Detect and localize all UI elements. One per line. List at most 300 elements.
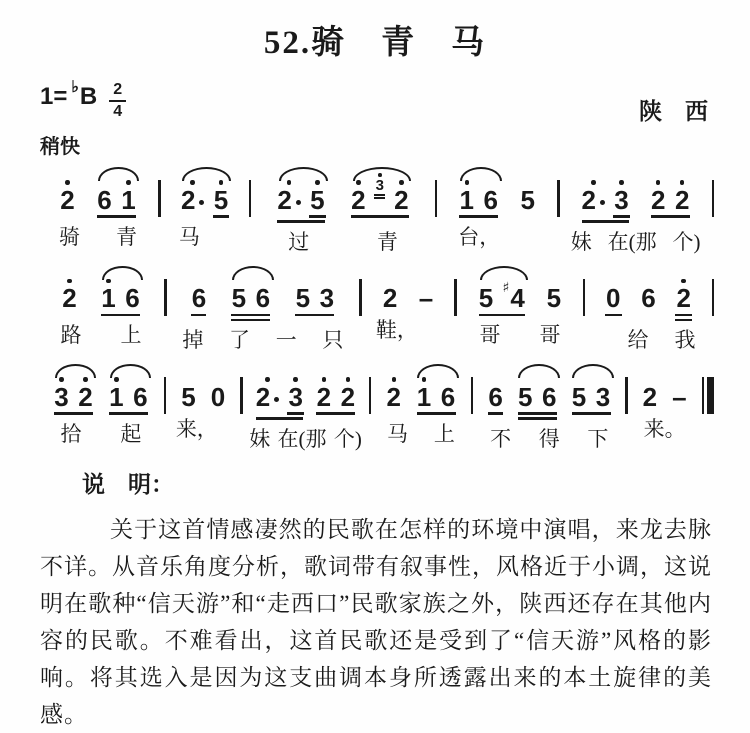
note: [121, 180, 136, 213]
note: [97, 180, 112, 213]
beam-line: [417, 412, 456, 415]
slur-arc: [102, 266, 144, 280]
note-underline: [675, 314, 692, 317]
note-body: [581, 184, 605, 215]
lyric-syllable: 哥: [479, 323, 501, 348]
lyric-syllable: 上: [433, 421, 455, 446]
lyric-syllable: 青: [376, 229, 398, 254]
note-number: 3: [375, 176, 384, 194]
slur-arc: [460, 167, 502, 181]
note-group: [106, 362, 151, 415]
lyric-syllable: 马: [386, 421, 408, 446]
note-number: 2: [60, 184, 75, 215]
note-number: 6: [255, 283, 271, 314]
notes-row: [460, 264, 580, 317]
lyric-syllable: 只: [322, 328, 344, 353]
note: [518, 377, 533, 410]
notes-row: [41, 362, 161, 415]
measure: [585, 264, 711, 354]
sharp-icon: ♯: [502, 280, 510, 297]
notes-row: [365, 264, 452, 312]
slur-arc: [98, 167, 140, 181]
beam-line: [109, 412, 148, 415]
beam-line: [518, 412, 557, 415]
note-number: 2: [394, 184, 409, 215]
lyric-syllable: 给: [627, 328, 649, 353]
note-body: [418, 283, 434, 314]
augmentation-dot: [296, 200, 301, 205]
note-number: 6: [125, 283, 140, 314]
note-number: 2: [340, 381, 356, 412]
beam-line: [231, 319, 270, 322]
measure: [628, 362, 702, 442]
note-number: 1: [101, 283, 116, 314]
lyrics-row: [440, 225, 554, 250]
note-group: [414, 362, 459, 415]
note-body: [614, 184, 629, 215]
notes-row: [563, 165, 709, 223]
beam-line: [256, 417, 303, 420]
note-body: [210, 381, 226, 412]
octave-dot-slot: [526, 180, 531, 185]
augmentation-dot: [199, 200, 204, 205]
lyric-syllable: 路: [60, 323, 82, 348]
notes-row: [41, 165, 155, 218]
note-body: [483, 184, 498, 215]
beam-line: [351, 215, 409, 218]
note-number: 2: [255, 381, 271, 412]
lyric-syllable: 起: [120, 421, 142, 446]
measure: [371, 362, 471, 447]
note-body: [277, 184, 300, 215]
final-barline: [702, 377, 715, 414]
lyric-syllable: 鞋，: [375, 318, 418, 343]
note: [417, 377, 432, 410]
note: [319, 279, 334, 312]
note-body: [319, 283, 335, 314]
note-number: 2: [316, 381, 332, 412]
note-group: [59, 264, 80, 312]
barline: [712, 279, 715, 316]
lyric-syllable: 个): [333, 426, 362, 451]
group-notes: [479, 279, 525, 312]
score-line: [38, 165, 714, 255]
note-underline: [309, 215, 326, 218]
note: [596, 377, 611, 410]
note: [441, 377, 456, 410]
note-body: [546, 283, 562, 314]
note-underline: [675, 319, 692, 322]
notes-row: [631, 362, 699, 410]
measure: [362, 264, 455, 344]
note-body: [459, 184, 474, 215]
group-notes: [459, 180, 498, 213]
final-bar-thick: [707, 377, 714, 414]
note-number: 6: [641, 283, 656, 314]
note: [340, 377, 355, 410]
group-notes: [419, 279, 434, 312]
note-number: 2: [180, 184, 196, 215]
note-group: [515, 362, 560, 420]
note-group: [383, 362, 404, 410]
group-notes: [62, 279, 77, 312]
group-notes: [351, 176, 409, 215]
notes-row: [246, 362, 366, 420]
note: [316, 377, 331, 410]
note: [62, 279, 77, 312]
beam-line: [97, 215, 136, 218]
beam-line: [488, 412, 503, 415]
notes-row: [588, 264, 708, 322]
note: [181, 180, 204, 213]
lyric-syllable: 得: [538, 426, 560, 451]
note-body: [54, 381, 69, 412]
key-letter: B: [79, 83, 98, 110]
note-body: [386, 381, 401, 412]
note-body: [641, 283, 656, 314]
notes-row: [169, 362, 237, 410]
note: [572, 377, 587, 410]
group-notes: [277, 180, 324, 218]
note-number: 5: [518, 381, 533, 412]
note: [582, 180, 605, 213]
group-notes: [582, 180, 629, 218]
note-body: [642, 381, 658, 412]
beam-line: [101, 314, 140, 317]
note-number: 5: [213, 184, 229, 215]
octave-dot: [591, 180, 596, 185]
lyric-syllable: 掉: [182, 328, 204, 353]
note-body: [605, 283, 621, 314]
measure: [457, 264, 583, 349]
score-line: [38, 264, 714, 354]
lyrics-row: [460, 323, 580, 348]
note-group: [648, 165, 693, 218]
note-group: [639, 362, 660, 410]
note: [479, 279, 494, 312]
note-body: [97, 184, 112, 215]
lyrics-row: [41, 323, 161, 348]
note-body: [518, 381, 533, 412]
note-group: [517, 165, 538, 213]
note-body: [376, 178, 384, 193]
note-number: 5: [181, 381, 196, 412]
lyric-syllable: 妹: [570, 229, 592, 254]
key-signature: [40, 79, 126, 123]
note-group: [208, 362, 229, 410]
note-number: 5: [571, 381, 587, 412]
note-number: 6: [191, 283, 207, 314]
slur-arc: [572, 364, 614, 378]
beam-line: [582, 220, 629, 223]
note-number: 3: [595, 381, 611, 412]
slur-arc: [279, 167, 328, 181]
note: [641, 279, 656, 312]
beam-line: [231, 314, 270, 317]
note-number: 4: [510, 283, 525, 314]
note-body: [542, 381, 557, 412]
measure: [38, 264, 164, 349]
notes-row: [41, 264, 161, 317]
note-number: 1: [459, 184, 474, 215]
group-notes: [54, 377, 93, 410]
note: [503, 279, 525, 312]
note: [125, 279, 140, 312]
note: [101, 279, 116, 312]
flat-icon: ♭: [71, 79, 79, 96]
meter-denominator: 4: [109, 100, 126, 120]
measure: [166, 362, 240, 442]
note-number: 2: [386, 381, 401, 412]
measure: [437, 165, 557, 250]
beam-line: [54, 412, 93, 415]
group-notes: [231, 279, 270, 312]
note-body: [255, 283, 271, 314]
note: [614, 180, 629, 218]
measure: [161, 165, 249, 250]
lyric-syllable: 马: [178, 224, 200, 249]
note-group: [485, 362, 506, 415]
beam-line: [479, 314, 525, 317]
note-number: 2: [676, 283, 691, 314]
note-group: [638, 264, 659, 312]
note-underline: [374, 197, 385, 199]
lyrics-row: [631, 417, 699, 442]
note-group: [178, 165, 231, 218]
barline: [712, 180, 715, 217]
note: [191, 279, 206, 312]
beam-line: [316, 412, 355, 415]
note-number: 6: [133, 381, 148, 412]
note-number: 2: [581, 184, 596, 215]
note-body: [125, 283, 140, 314]
note-number: 6: [440, 381, 456, 412]
lyrics-row: [246, 427, 366, 452]
octave-dot: [680, 180, 685, 185]
meta-row: [40, 79, 708, 126]
note: [211, 377, 226, 410]
note-underline: [605, 314, 622, 317]
group-notes: [572, 377, 611, 410]
note: [520, 180, 535, 213]
lyric-syllable: 哥: [539, 323, 561, 348]
note: [542, 377, 557, 410]
note: [109, 377, 124, 410]
note-underline: [213, 215, 230, 218]
group-notes: [316, 377, 355, 410]
lyrics-row: [588, 328, 708, 353]
lyric-syllable: 骑: [59, 224, 80, 249]
lyric-syllable: 下: [587, 426, 609, 451]
octave-dot: [378, 173, 382, 177]
note-number: 5: [310, 184, 325, 215]
augmentation-dot: [274, 397, 279, 402]
note: [483, 180, 498, 213]
note: [256, 377, 279, 410]
group-notes: [181, 377, 196, 410]
note-body: [440, 381, 456, 412]
note-body: [416, 381, 432, 412]
note-number: 0: [605, 283, 621, 314]
note-body: [288, 381, 303, 412]
note-body: [520, 184, 535, 215]
note: [672, 377, 687, 410]
octave-dot: [619, 180, 624, 185]
note: [78, 377, 93, 410]
lyrics-row: [254, 230, 431, 255]
score-line: [38, 362, 714, 452]
note-number: 1: [121, 184, 136, 215]
measure: [473, 362, 625, 452]
note: [231, 279, 246, 312]
note-group: [51, 362, 96, 415]
group-notes: [520, 180, 535, 213]
note-underline: [613, 215, 630, 218]
note: [54, 377, 69, 410]
group-notes: [295, 279, 334, 312]
notes-row: [170, 264, 357, 322]
lyrics-row: [170, 328, 357, 353]
note-number: 3: [319, 283, 335, 314]
note-body: [78, 381, 93, 412]
lyric-syllable: 来，: [175, 416, 218, 441]
final-bar-thin: [702, 377, 705, 414]
lyric-syllable: 台，: [458, 224, 501, 249]
note: [288, 377, 303, 415]
note: [255, 279, 270, 312]
group-notes: [97, 180, 136, 213]
lyric-syllable: 上: [120, 323, 142, 348]
note-body: [181, 381, 196, 412]
note: [277, 180, 300, 213]
lyrics-row: [169, 417, 237, 442]
note: [394, 180, 409, 213]
note-body: [101, 283, 116, 314]
slur-arc: [480, 266, 528, 280]
measure: [251, 165, 434, 255]
beam-line: [459, 215, 498, 218]
note-group: [543, 264, 564, 312]
note-body: [295, 283, 311, 314]
note-number: 2: [351, 184, 366, 215]
explanation-heading: 说 明：: [82, 472, 174, 498]
note-number: 2: [675, 184, 690, 215]
lyric-syllable: 在(那: [607, 229, 657, 254]
note-group: [569, 362, 614, 415]
group-notes: [386, 377, 401, 410]
group-notes: [101, 279, 140, 312]
note-number: 5: [520, 184, 535, 215]
note: [676, 279, 691, 322]
note: [675, 180, 690, 213]
beam-line: [651, 215, 690, 218]
note-group: [228, 264, 273, 322]
lyric-syllable: 青: [116, 224, 138, 249]
note: [642, 377, 657, 410]
grace-note: [375, 173, 385, 199]
note-number: 1: [416, 381, 432, 412]
note-number: 6: [483, 184, 498, 215]
note-body: [488, 381, 503, 412]
time-signature: [109, 82, 126, 120]
note-body: [60, 184, 75, 215]
meter-numerator: 2: [113, 81, 123, 98]
measure: [560, 165, 712, 255]
note-underline: [374, 194, 385, 196]
note-body: [675, 184, 690, 215]
note: [351, 180, 366, 213]
note-number: 2: [382, 283, 398, 314]
slur-arc: [417, 364, 459, 378]
slur-arc: [55, 364, 97, 378]
note-number: –: [672, 381, 687, 412]
note-number: 1: [109, 381, 124, 412]
measure: [38, 165, 158, 250]
lyrics-row: [164, 225, 246, 250]
note-body: [213, 184, 229, 215]
note-body: [672, 381, 687, 412]
note-group: [188, 264, 209, 317]
note-group: [98, 264, 143, 317]
note-number: 2: [62, 283, 77, 314]
page-title: 52.骑 青 马: [263, 25, 487, 61]
lyrics-row: [365, 318, 452, 343]
note: [459, 180, 474, 213]
note: [310, 180, 325, 218]
group-notes: [672, 377, 687, 410]
group-notes: [546, 279, 561, 312]
note: [606, 279, 621, 317]
note-group: [669, 362, 690, 410]
note-body: [133, 381, 148, 412]
beam-line: [191, 314, 206, 317]
lyric-syllable: 来。: [643, 416, 686, 441]
note-group: [456, 165, 501, 218]
slur-arc: [232, 266, 274, 280]
note-body: [310, 184, 325, 215]
measure: [243, 362, 369, 452]
note-group: [579, 165, 632, 223]
note-number: 0: [210, 381, 226, 412]
note-number: 3: [614, 184, 629, 215]
note-body: [231, 283, 247, 314]
note-body: [191, 283, 207, 314]
group-notes: [211, 377, 226, 410]
note-number: 5: [478, 283, 494, 314]
lyric-syllable: 妹: [249, 426, 271, 451]
note-number: 6: [97, 184, 112, 215]
lyric-syllable: 了: [229, 328, 251, 353]
note-group: [57, 165, 78, 213]
octave-dot: [656, 180, 661, 185]
note: [383, 279, 398, 312]
lyrics-row: [41, 225, 155, 250]
lyrics-row: [41, 422, 161, 447]
note-group: [94, 165, 139, 218]
note-number: 3: [288, 381, 303, 412]
notes-row: [164, 165, 246, 218]
lyric-syllable: 一: [275, 328, 297, 353]
note-group: [292, 264, 337, 317]
group-notes: [651, 180, 690, 213]
note: [488, 377, 503, 410]
note: [60, 180, 75, 213]
slur-arc: [110, 364, 152, 378]
note: [386, 377, 401, 410]
group-notes: [641, 279, 656, 312]
sheet-music-page: [0, 16, 750, 728]
note-number: 6: [488, 381, 503, 412]
